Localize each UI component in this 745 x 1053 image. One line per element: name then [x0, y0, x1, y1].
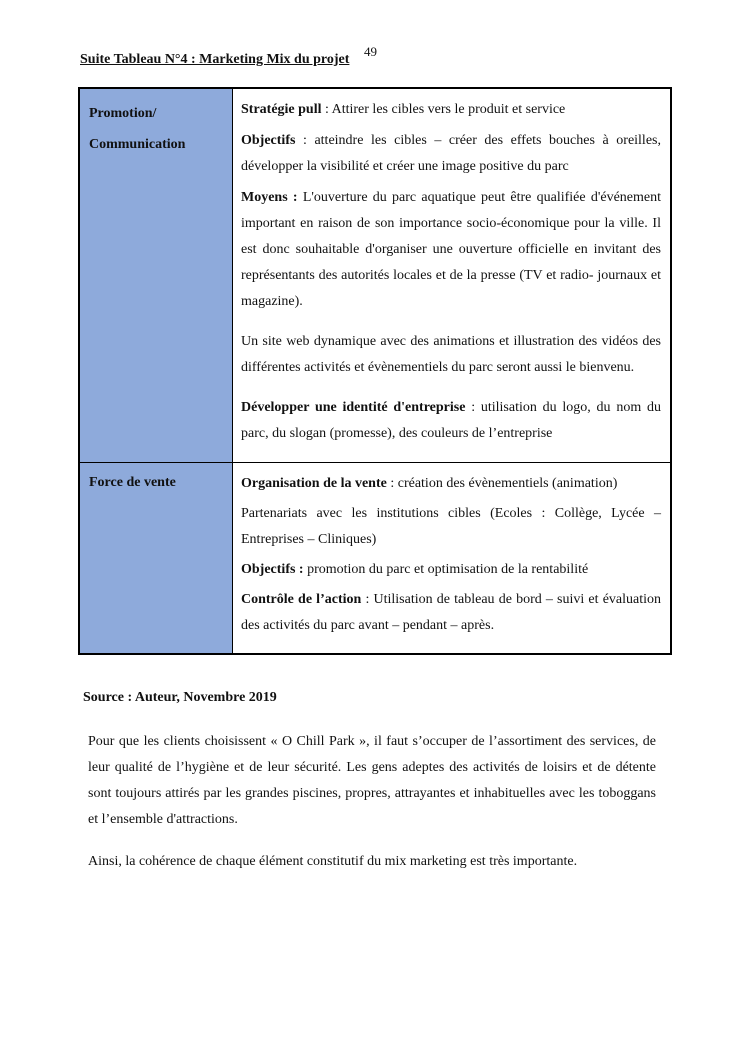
table-row-promotion: [79, 88, 671, 463]
means-paragraph: [241, 185, 661, 315]
identity-text: : utilisation du logo, du nom du parc, du slogan (promesse), des couleurs de l’entreprise: [241, 400, 661, 441]
fv-objectives-paragraph: [241, 557, 661, 583]
strategy-text: : Attirer les cibles vers le produit et service: [321, 102, 566, 117]
identity-label: Développer une identité d'entreprise: [241, 400, 466, 415]
row-label-force-vente: [79, 463, 233, 655]
label-force-vente: Force de vente: [89, 475, 176, 490]
force-vente-content: [233, 463, 672, 655]
identity-paragraph: [241, 395, 661, 447]
promotion-content: [233, 88, 672, 463]
table-source: Source : Auteur, Novembre 2019: [83, 690, 277, 705]
label-communication: Communication: [89, 137, 186, 152]
fv-objectives-text: promotion du parc et optimisation de la rentabilité: [303, 562, 589, 577]
objectives-label: Objectifs: [241, 133, 296, 148]
row-label-promotion: [79, 88, 233, 463]
page-number: 49: [364, 44, 377, 59]
control-text: : Utilisation de tableau de bord – suivi et évaluation des activités du parc avant – pendant – après.: [241, 592, 661, 633]
org-paragraph: [241, 471, 661, 497]
body-paragraph-1: Pour que les clients choisissent « O Chill Park », il faut s’occuper de l’assortiment des services, de leur qualité de l’hygiène et de leur sécurité. Les gens adeptes des activités de loisirs et de détente sont toujours attirés par les grandes piscines, propres, attrayantes et inhabituelles avec les toboggans et l’ensemble d'attractions.: [88, 734, 656, 827]
control-label: Contrôle de l’action: [241, 592, 362, 607]
control-paragraph: [241, 587, 661, 639]
org-text: : création des évènementiels (animation): [386, 476, 618, 491]
website-paragraph: Un site web dynamique avec des animations et illustration des vidéos des différentes activités et évènementiels du parc seront aussi le bienvenu.: [241, 334, 661, 375]
marketing-mix-table: [78, 87, 672, 655]
fv-objectives-label: Objectifs :: [241, 562, 304, 577]
strategy-label: Stratégie pull: [241, 102, 322, 117]
objectives-text: : atteindre les cibles – créer des effets bouches à oreilles, développer la visibilité et créer une image positive du parc: [241, 133, 661, 174]
strategy-paragraph: [241, 97, 661, 123]
objectives-paragraph: [241, 128, 661, 180]
means-label: Moyens :: [241, 190, 298, 205]
body-paragraph-2: Ainsi, la cohérence de chaque élément constitutif du mix marketing est très importante.: [88, 854, 578, 869]
table-row-force-vente: [79, 463, 671, 655]
label-promotion: Promotion/: [89, 106, 157, 121]
means-text: L'ouverture du parc aquatique peut être qualifiée d'événement important en raison de son importance socio-économique pour la ville. Il est donc souhaitable d'organiser une ouverture officielle en invitant des représentants des autorités locales et de la presse (TV et radio- journaux et magazine).: [241, 190, 661, 309]
table-title: Suite Tableau N°4 : Marketing Mix du projet: [80, 52, 350, 67]
org-label: Organisation de la vente: [241, 476, 387, 491]
partnerships-paragraph: Partenariats avec les institutions cibles (Ecoles : Collège, Lycée – Entreprises – Cliniques): [241, 506, 661, 547]
